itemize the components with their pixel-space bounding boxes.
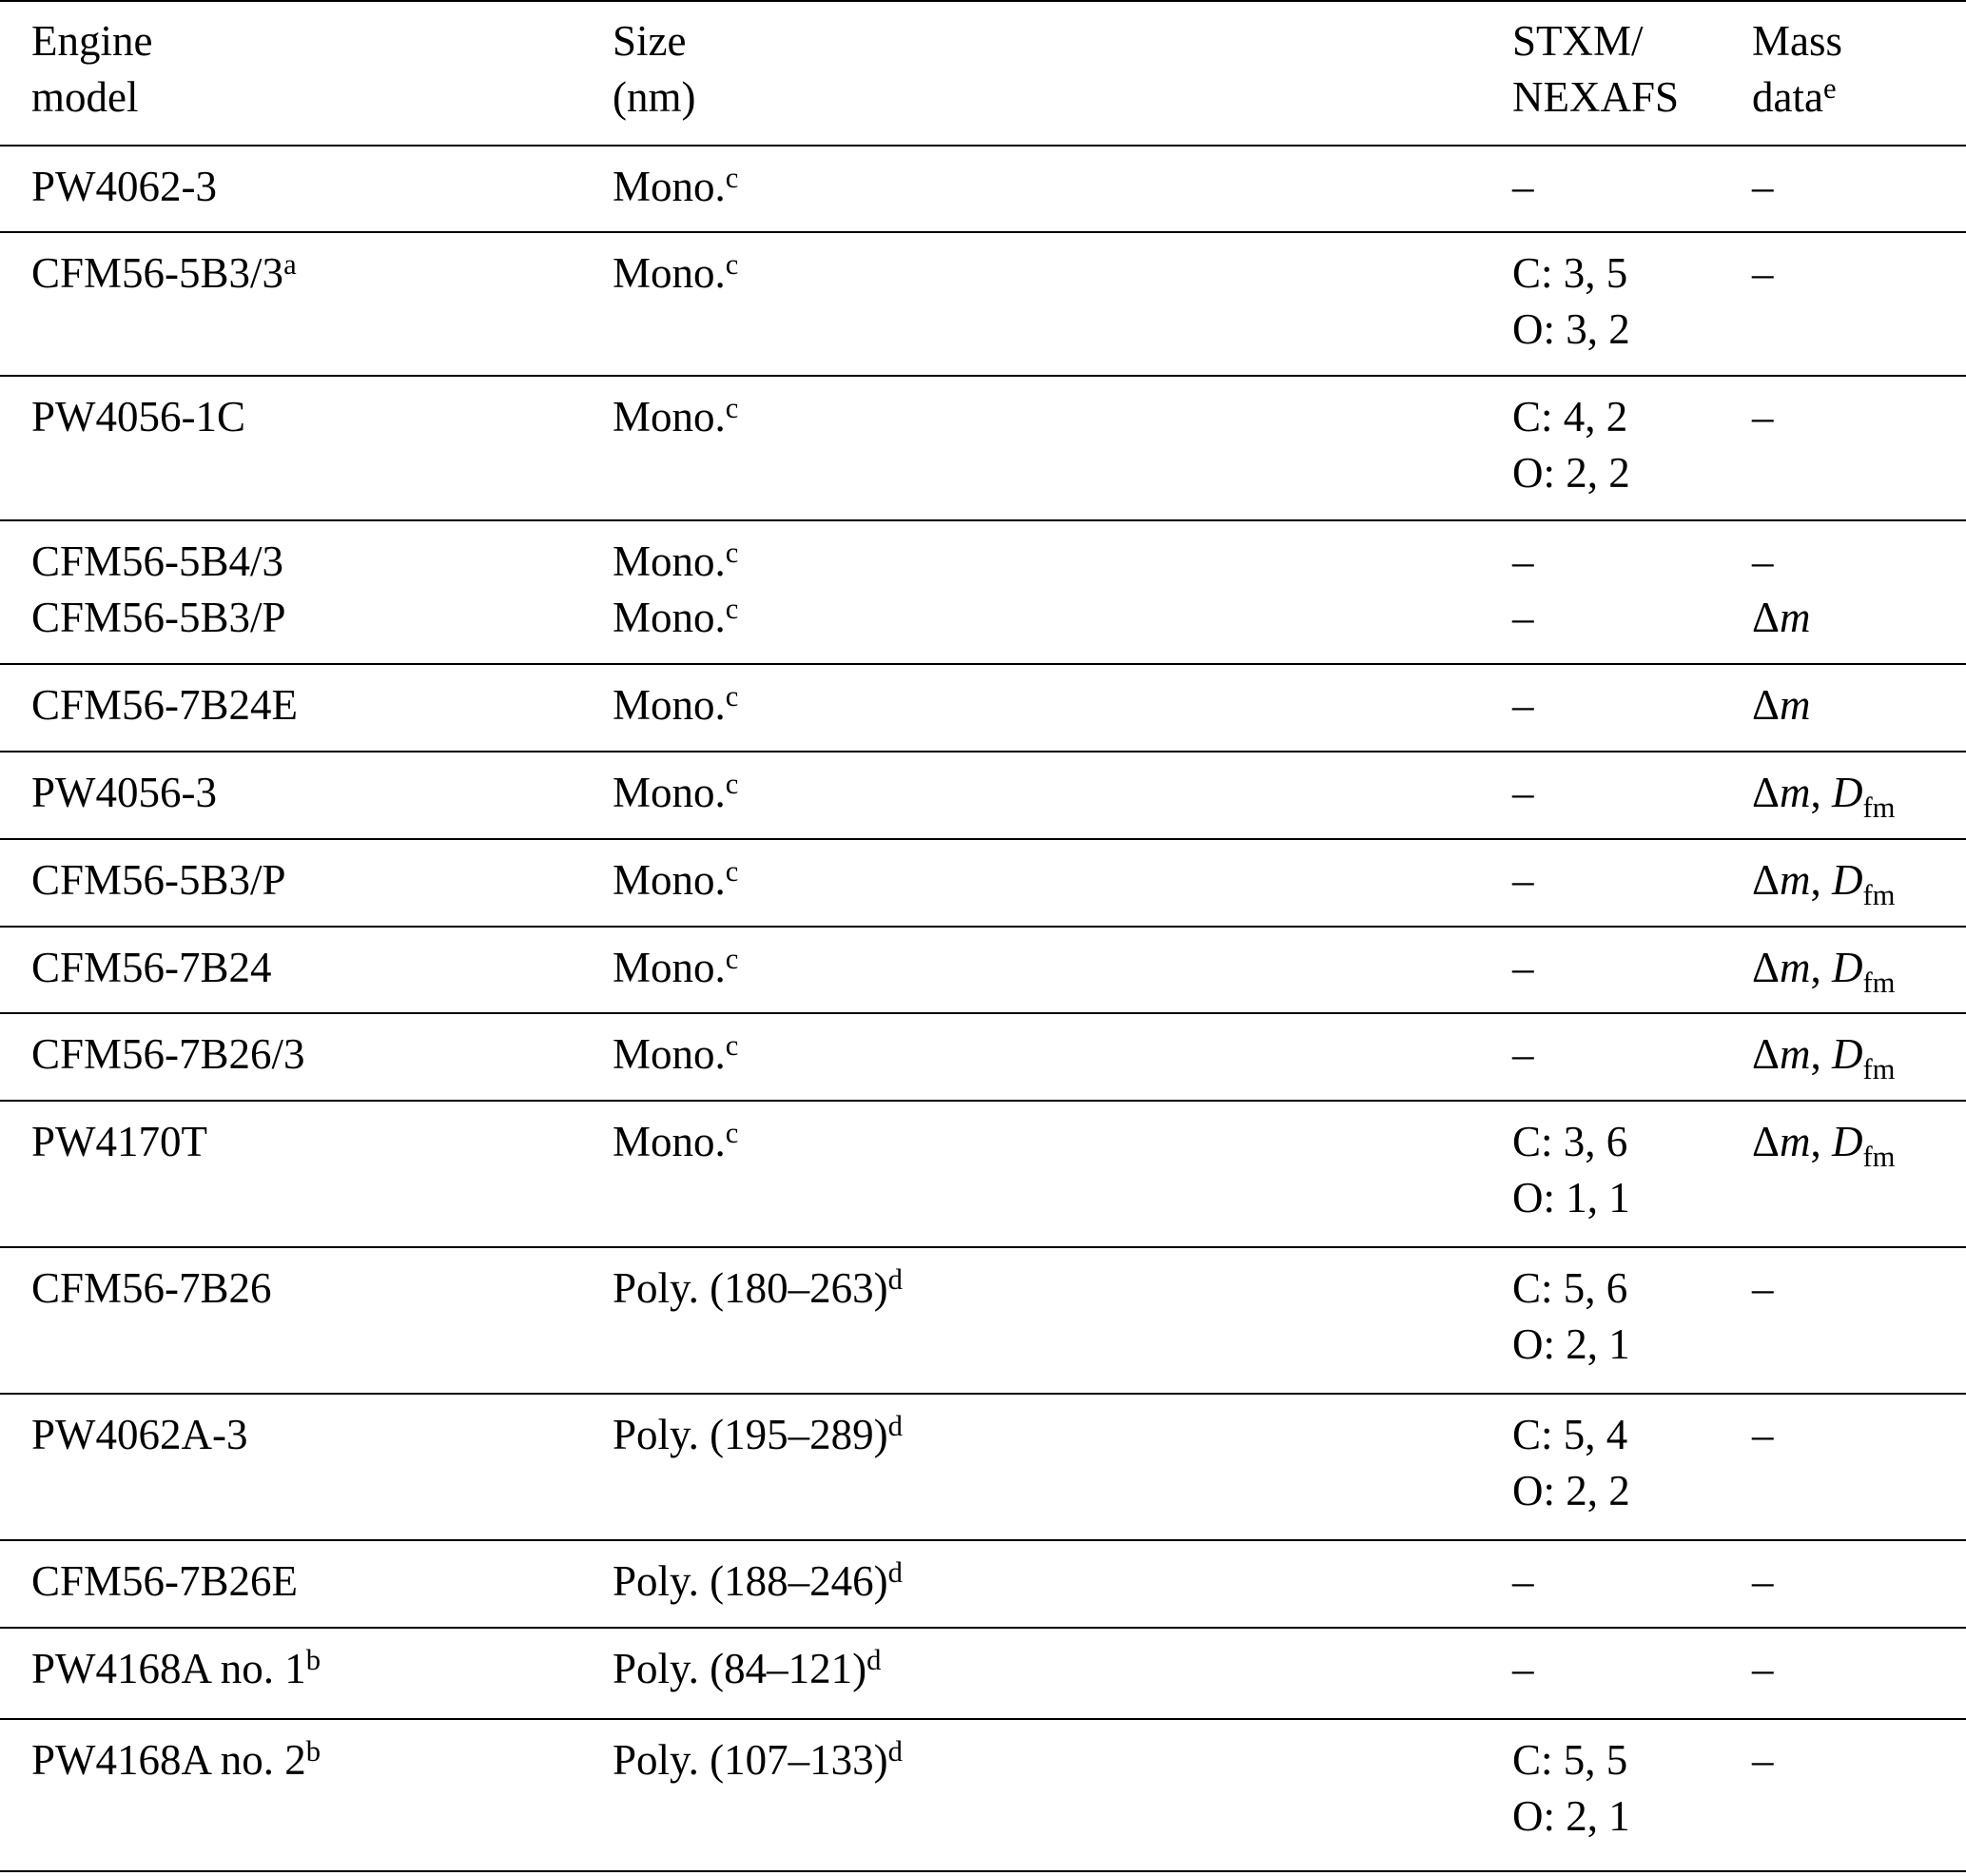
size-cell <box>613 159 738 215</box>
mass-data-text: – <box>1752 1557 1774 1605</box>
header-engine-model-line <box>31 69 138 126</box>
stxm-nexafs-text: – <box>1512 944 1534 991</box>
size-footnote-mark: c <box>725 943 739 976</box>
size-cell <box>613 852 738 909</box>
mass-data-text: Δm, $D_{fm}$ <box>1752 944 1896 999</box>
header-stxm-nexafs-line <box>1512 69 1679 126</box>
header-engine-model-line <box>31 13 152 69</box>
size-footnote-mark: d <box>887 1735 903 1769</box>
stxm-nexafs-cell <box>1512 1317 1630 1373</box>
size-text: Poly. (188–246) <box>613 1557 888 1605</box>
stxm-nexafs-text: O: 2, 2 <box>1512 1467 1630 1514</box>
size-cell <box>613 677 738 733</box>
size-footnote-mark: d <box>887 1556 903 1590</box>
bottom-rule <box>0 1870 1966 1872</box>
mass-data-cell <box>1752 1732 1774 1788</box>
engine-footnote-mark: a <box>283 248 297 282</box>
header-stxm-nexafs-line <box>1512 13 1644 69</box>
size-text: Mono. <box>613 594 726 641</box>
size-footnote-mark: c <box>725 768 739 801</box>
engine-model-cell <box>31 159 217 215</box>
row-rule <box>0 1246 1966 1248</box>
stxm-nexafs-cell <box>1512 302 1630 358</box>
header-size-line <box>613 69 695 126</box>
row-rule <box>0 519 1966 521</box>
engine-model-text: CFM56-5B4/3 <box>31 537 284 585</box>
mass-data-text: – <box>1752 163 1774 210</box>
size-footnote-mark: c <box>725 1029 739 1063</box>
size-footnote-mark: c <box>725 392 739 425</box>
header-stxm-nexafs-text: STXM/ <box>1512 17 1644 65</box>
stxm-nexafs-cell <box>1512 1732 1627 1788</box>
size-cell <box>613 1641 881 1697</box>
mass-data-cell <box>1752 1114 1896 1173</box>
engine-model-text: CFM56-7B24 <box>31 944 272 991</box>
size-cell <box>613 1114 738 1170</box>
stxm-nexafs-text: – <box>1512 856 1534 904</box>
mass-data-text: Δm <box>1752 594 1811 641</box>
size-footnote-mark: c <box>725 1117 739 1150</box>
engine-model-text: CFM56-7B26/3 <box>31 1030 305 1078</box>
row-rule <box>0 1012 1966 1014</box>
row-rule <box>0 1393 1966 1395</box>
size-text: Poly. (195–289) <box>613 1411 888 1458</box>
engine-model-cell <box>31 245 297 302</box>
stxm-nexafs-cell <box>1512 1554 1534 1610</box>
stxm-nexafs-cell <box>1512 940 1534 996</box>
stxm-nexafs-cell <box>1512 677 1534 733</box>
stxm-nexafs-text: C: 5, 4 <box>1512 1411 1628 1458</box>
engine-model-text: PW4168A no. 2 <box>31 1736 306 1784</box>
stxm-nexafs-text: – <box>1512 594 1534 641</box>
mass-data-text: – <box>1752 1411 1774 1458</box>
size-cell <box>613 389 738 445</box>
engine-model-cell <box>31 1260 272 1317</box>
engine-model-text: PW4170T <box>31 1118 207 1165</box>
size-text: Poly. (180–263) <box>613 1264 888 1312</box>
size-text: Mono. <box>613 163 726 210</box>
stxm-nexafs-cell <box>1512 852 1534 909</box>
row-rule <box>0 231 1966 233</box>
stxm-nexafs-cell <box>1512 1260 1627 1317</box>
header-size-line <box>613 13 686 69</box>
stxm-nexafs-text: O: 2, 1 <box>1512 1320 1630 1368</box>
size-text: Poly. (107–133) <box>613 1736 888 1784</box>
stxm-nexafs-cell <box>1512 1026 1534 1083</box>
header-mass-data-line <box>1752 69 1837 126</box>
size-text: Mono. <box>613 944 726 991</box>
engine-model-text: CFM56-5B3/P <box>31 856 286 904</box>
size-cell <box>613 590 738 646</box>
header-size-text: (nm) <box>613 73 696 121</box>
stxm-nexafs-text: O: 1, 1 <box>1512 1174 1630 1221</box>
size-footnote-mark: d <box>866 1644 882 1677</box>
mass-data-text: – <box>1752 1645 1774 1692</box>
mass-data-cell <box>1752 765 1896 824</box>
stxm-nexafs-text: – <box>1512 1030 1534 1078</box>
size-text: Mono. <box>613 393 726 440</box>
engine-model-cell <box>31 534 283 590</box>
mass-data-cell <box>1752 1641 1774 1697</box>
mass-data-cell <box>1752 940 1896 999</box>
stxm-nexafs-text: – <box>1512 163 1534 210</box>
stxm-nexafs-text: – <box>1512 681 1534 729</box>
size-cell <box>613 1407 903 1463</box>
stxm-nexafs-text: – <box>1512 1645 1534 1692</box>
stxm-nexafs-text: C: 5, 5 <box>1512 1736 1628 1784</box>
size-cell <box>613 245 738 302</box>
size-footnote-mark: c <box>725 593 739 626</box>
size-text: Poly. (84–121) <box>613 1645 867 1692</box>
mass-data-text: Δm, $D_{fm}$ <box>1752 856 1896 911</box>
size-footnote-mark: c <box>725 537 739 570</box>
row-rule <box>0 1539 1966 1541</box>
header-mass-data-line <box>1752 13 1842 69</box>
row-rule <box>0 375 1966 377</box>
size-cell <box>613 1260 903 1317</box>
mass-data-cell <box>1752 677 1810 733</box>
engine-model-cell <box>31 677 298 733</box>
engine-model-text: CFM56-5B3/P <box>31 594 286 641</box>
size-text: Mono. <box>613 856 726 904</box>
stxm-nexafs-text: – <box>1512 537 1534 585</box>
mass-data-cell <box>1752 852 1895 909</box>
mass-data-text: – <box>1752 1264 1774 1312</box>
size-cell <box>613 940 738 996</box>
mass-data-cell <box>1752 1554 1774 1610</box>
engine-model-cell <box>31 389 245 445</box>
engine-footnote-mark: b <box>305 1735 321 1769</box>
size-text: Mono. <box>613 681 726 729</box>
mass-data-cell <box>1752 1407 1774 1463</box>
stxm-nexafs-cell <box>1512 1641 1534 1697</box>
stxm-nexafs-text: – <box>1512 769 1534 816</box>
mass-data-text: Δm, $D_{fm}$ <box>1752 1030 1896 1085</box>
stxm-nexafs-cell <box>1512 1463 1630 1519</box>
mass-data-text: – <box>1752 249 1774 297</box>
engine-model-cell <box>31 1732 321 1788</box>
size-text: Mono. <box>613 769 726 816</box>
engine-model-text: CFM56-5B3/3 <box>31 249 284 297</box>
mass-data-cell <box>1752 245 1774 302</box>
engine-footnote-mark: b <box>305 1644 321 1677</box>
engine-model-cell <box>31 940 272 996</box>
mass-data-text: – <box>1752 393 1774 440</box>
stxm-nexafs-text: O: 2, 1 <box>1512 1792 1630 1840</box>
row-rule <box>0 751 1966 752</box>
stxm-nexafs-text: O: 2, 2 <box>1512 449 1630 497</box>
engine-model-text: PW4056-3 <box>31 769 217 816</box>
size-footnote-mark: d <box>887 1410 903 1443</box>
stxm-nexafs-text: C: 3, 5 <box>1512 249 1628 297</box>
engine-model-text: PW4062A-3 <box>31 1411 248 1458</box>
header-mass-data-text: data <box>1752 73 1823 121</box>
stxm-nexafs-cell <box>1512 159 1534 215</box>
engine-model-cell <box>31 1641 321 1697</box>
engine-model-text: CFM56-7B26E <box>31 1557 299 1605</box>
stxm-nexafs-cell <box>1512 1788 1630 1845</box>
size-text: Mono. <box>613 1030 726 1078</box>
stxm-nexafs-cell <box>1512 534 1534 590</box>
row-rule <box>0 1718 1966 1720</box>
mass-data-text: – <box>1752 537 1774 585</box>
size-cell <box>613 765 738 821</box>
row-rule <box>0 838 1966 840</box>
stxm-nexafs-text: – <box>1512 1557 1534 1605</box>
size-cell <box>613 1554 903 1610</box>
size-footnote-mark: c <box>725 680 739 713</box>
size-text: Mono. <box>613 1118 726 1165</box>
mass-data-cell <box>1752 389 1774 445</box>
engine-model-cell <box>31 1407 247 1463</box>
mass-data-cell <box>1752 534 1774 590</box>
header-engine-model-text: model <box>31 73 139 121</box>
stxm-nexafs-text: C: 5, 6 <box>1512 1264 1628 1312</box>
stxm-nexafs-cell <box>1512 445 1630 501</box>
engine-model-text: PW4168A no. 1 <box>31 1645 306 1692</box>
stxm-nexafs-cell <box>1512 1114 1627 1170</box>
top-rule <box>0 0 1966 2</box>
size-cell <box>613 534 738 590</box>
stxm-nexafs-text: C: 3, 6 <box>1512 1118 1628 1165</box>
size-footnote-mark: c <box>725 248 739 282</box>
mass-data-cell <box>1752 159 1774 215</box>
stxm-nexafs-cell <box>1512 1170 1630 1226</box>
stxm-nexafs-cell <box>1512 590 1534 646</box>
mass-footnote-mark: e <box>1822 72 1837 106</box>
engine-model-text: CFM56-7B26 <box>31 1264 272 1312</box>
mass-data-cell <box>1752 590 1810 646</box>
stxm-nexafs-cell <box>1512 389 1627 445</box>
row-rule <box>0 926 1966 928</box>
mass-data-cell <box>1752 1026 1895 1083</box>
size-text: Mono. <box>613 249 726 297</box>
header-engine-model-text: Engine <box>31 17 153 65</box>
mass-data-text: Δm, $D_{fm}$ <box>1752 1118 1896 1173</box>
size-cell <box>613 1732 903 1788</box>
engine-model-cell <box>31 852 286 909</box>
row-rule <box>0 1627 1966 1629</box>
stxm-nexafs-text: O: 3, 2 <box>1512 305 1630 353</box>
header-size-text: Size <box>613 17 687 65</box>
mass-data-text: Δm <box>1752 681 1811 729</box>
size-footnote-mark: d <box>887 1263 903 1297</box>
engine-model-text: PW4056-1C <box>31 393 245 440</box>
engine-model-cell <box>31 1554 298 1610</box>
size-footnote-mark: c <box>725 855 739 889</box>
stxm-nexafs-cell <box>1512 765 1534 821</box>
mass-data-text: Δm, $D_{fm}$ <box>1752 769 1896 824</box>
mass-data-text: – <box>1752 1736 1774 1784</box>
stxm-nexafs-text: C: 4, 2 <box>1512 393 1628 440</box>
engine-model-text: CFM56-7B24E <box>31 681 299 729</box>
row-rule <box>0 1100 1966 1102</box>
size-footnote-mark: c <box>725 162 739 195</box>
header-stxm-nexafs-text: NEXAFS <box>1512 73 1680 121</box>
engine-model-cell <box>31 1026 305 1083</box>
size-text: Mono. <box>613 537 726 585</box>
mass-data-cell <box>1752 1260 1774 1317</box>
stxm-nexafs-cell <box>1512 245 1627 302</box>
header-mass-data-text: Mass <box>1752 17 1843 65</box>
engine-model-cell <box>31 1114 207 1170</box>
stxm-nexafs-cell <box>1512 1407 1627 1463</box>
engine-model-text: PW4062-3 <box>31 163 217 210</box>
size-cell <box>613 1026 738 1083</box>
engine-model-cell <box>31 765 217 821</box>
row-rule <box>0 145 1966 147</box>
engine-model-cell <box>31 590 286 646</box>
row-rule <box>0 663 1966 665</box>
